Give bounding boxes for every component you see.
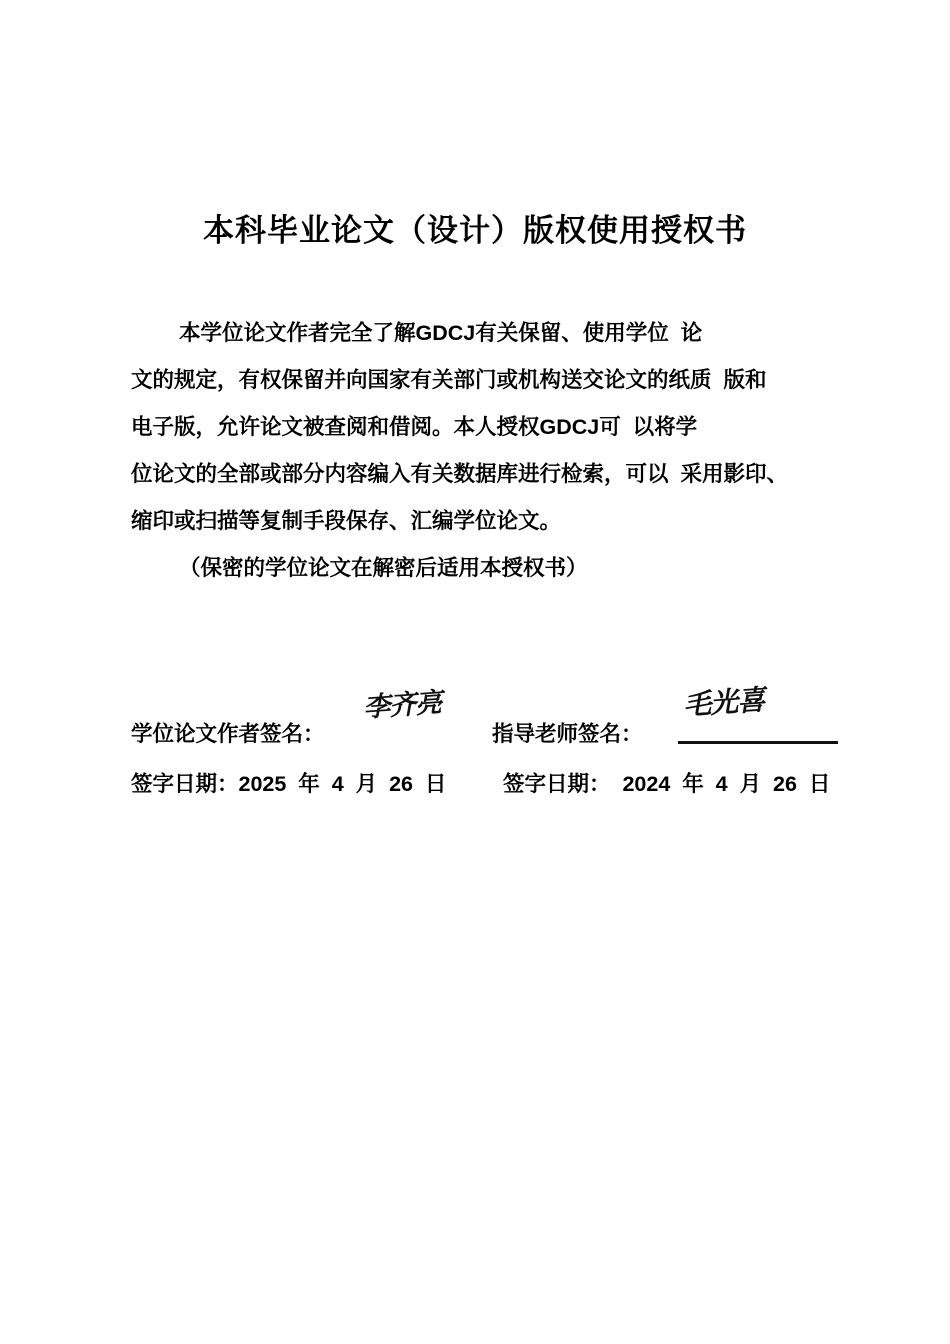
body-line: 电子版，允许论文被查阅和借阅。本人授权GDCJ可 以将学 — [131, 415, 698, 439]
body-line-confidential-note: （保密的学位论文在解密后适用本授权书） — [179, 556, 588, 580]
page-title: 本科毕业论文（设计）版权使用授权书 — [203, 213, 747, 248]
signature-row — [131, 683, 871, 757]
author-signature-handwriting: 李齐亮 — [362, 687, 443, 724]
signature-area — [131, 683, 871, 807]
author-date: 签字日期：2025 年 4 月 26 日 — [131, 772, 447, 796]
body-line: 缩印或扫描等复制手段保存、汇编学位论文。 — [131, 509, 562, 533]
author-signature-label: 学位论文作者签名： — [131, 722, 325, 746]
authorization-body — [131, 310, 853, 592]
body-line: 位论文的全部或部分内容编入有关数据库进行检索，可以 采用影印、 — [131, 462, 788, 486]
advisor-signature-label: 指导老师签名： — [492, 722, 643, 746]
date-row — [131, 767, 871, 807]
advisor-signature-handwriting: 毛光喜 — [682, 683, 766, 722]
advisor-signature-underline — [678, 741, 838, 744]
body-line: 文的规定，有权保留并向国家有关部门或机构送交论文的纸质 版和 — [131, 368, 767, 392]
body-line: 本学位论文作者完全了解GDCJ有关保留、使用学位 论 — [179, 321, 703, 345]
advisor-date: 签字日期： 2024 年 4 月 26 日 — [503, 772, 831, 796]
